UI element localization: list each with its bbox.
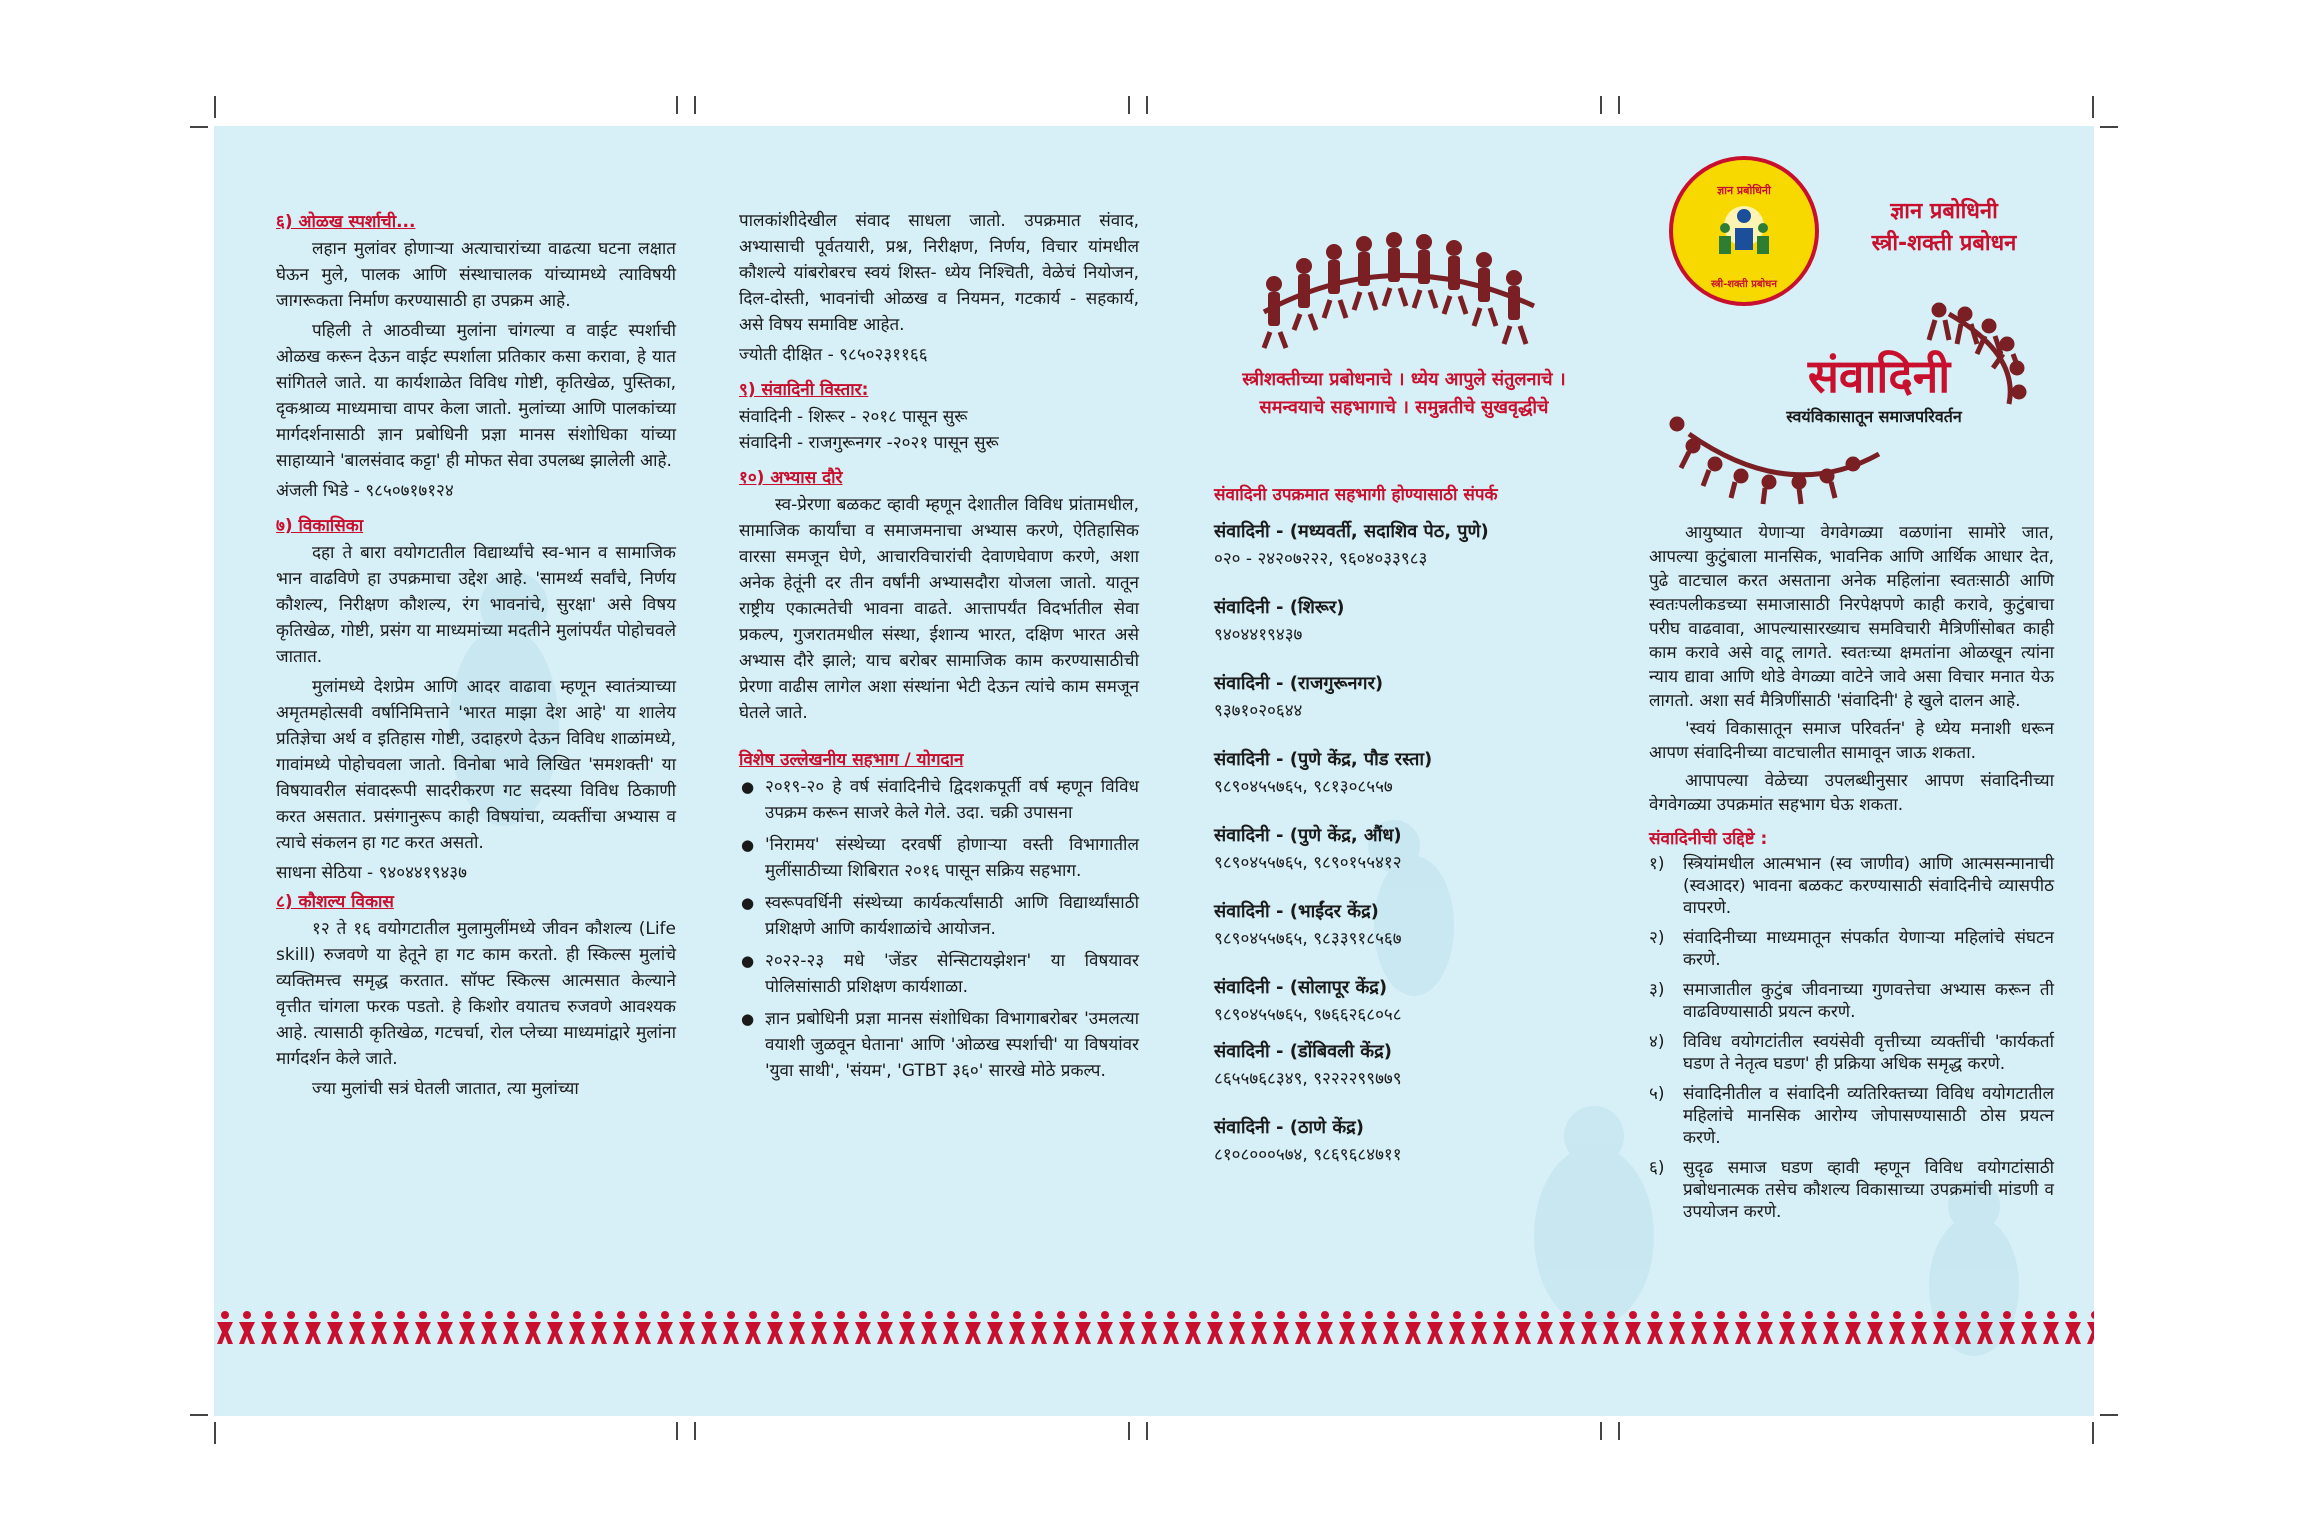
- crop-mark: [214, 1422, 216, 1444]
- contact-name: संवादिनी - (ठाणे केंद्र): [1214, 1117, 1364, 1138]
- list-item: [1649, 853, 2054, 919]
- contact-name: संवादिनी - (डोंबिवली केंद्र): [1214, 1041, 1392, 1062]
- item-number: ५): [1649, 1084, 1665, 1104]
- list-item: [1649, 1031, 2054, 1075]
- fold-mark: [1618, 96, 1620, 114]
- contact-phone: ९८९०४५५७६५, ९७६६२६८०५८: [1214, 1005, 1402, 1025]
- fold-mark: [1600, 96, 1602, 114]
- contact-line: ज्योती दीक्षित - ९८५०२३११६६: [739, 345, 928, 365]
- contact-entry: [1214, 822, 1594, 876]
- brochure-subtitle: स्वयंविकासातून समाजपरिवर्तन: [1786, 407, 1962, 426]
- item-number: ४): [1649, 1032, 1665, 1052]
- branch-line: संवादिनी - शिरूर - २०१८ पासून सुरू: [739, 407, 968, 427]
- logo-arc-text: स्त्री-शक्ती प्रबोधन: [1711, 279, 1777, 290]
- paragraph: ज्या मुलांची सत्रं घेतली जातात, त्या मुलांच्या: [312, 1079, 579, 1099]
- item-text: संवादिनीच्या माध्यमातून संपर्कात येणाऱ्या महिलांचे संघटन करणे.: [1683, 928, 2054, 970]
- item-text: संवादिनीतील व संवादिनी व्यतिरिक्तच्या विविध वयोगटातील महिलांचे मानसिक आरोग्य जोपासण्यासाठी ठोस प्रयत्न करणे.: [1683, 1084, 2054, 1148]
- panel-2: [739, 208, 1139, 1398]
- women-figures-icon: [1709, 198, 1779, 264]
- item-text: स्त्रियांमधील आत्मभान (स्व जाणीव) आणि आत्मसन्मानाची (स्वआदर) भावना बळकट करण्यासाठी संवादिनीचे व्यासपीठ वापरणे.: [1683, 854, 2054, 918]
- contact-entry: [1214, 746, 1594, 800]
- contact-phone: ८६५५७६८३४९, ९२२२२९९७७९: [1214, 1069, 1402, 1089]
- contact-name: संवादिनी - (पुणे केंद्र, औंध): [1214, 825, 1402, 846]
- item-text: समाजातील कुटुंब जीवनाच्या गुणवत्तेचा अभ्यास करून ती वाढविण्यासाठी प्रयत्न करणे.: [1683, 980, 2054, 1022]
- fold-mark: [1128, 96, 1130, 114]
- contacts-heading: संवादिनी उपक्रमात सहभागी होण्यासाठी संपर्क: [1214, 485, 1498, 505]
- contact-phone: ९८९०४५५७६५, ९८३३९१८५६७: [1214, 929, 1402, 949]
- contact-name: संवादिनी - (पुणे केंद्र, पौड रस्ता): [1214, 749, 1433, 770]
- dancing-figures-circle-illustration: [1649, 284, 2054, 524]
- list-item: ● स्वरूपवर्धिनी संस्थेच्या कार्यकर्त्यांसाठी आणि विद्यार्थ्यांसाठी प्रशिक्षणे आणि कार्यशाळांचे आयोजन.: [739, 890, 1139, 942]
- contact-entry: [1214, 898, 1594, 952]
- item-text: सुदृढ समाज घडण व्हावी म्हणून विविध वयोगटांसाठी प्रबोधनात्मक तसेच कौशल्य विकासाच्या उपक्रमांची मांडणी व उपयोजन करणे.: [1683, 1158, 2054, 1222]
- list-item: [1649, 927, 2054, 971]
- crop-mark: [2092, 1422, 2094, 1444]
- fold-mark: [1600, 1422, 1602, 1440]
- contact-name: संवादिनी - (राजगुरूनगर): [1214, 673, 1384, 694]
- contact-phone: ९८९०४५५७६५, ९८१३०८५५७: [1214, 777, 1393, 797]
- crop-mark: [190, 1414, 208, 1416]
- paragraph: आपापल्या वेळेच्या उपलब्धीनुसार आपण संवादिनीच्या वेगवेगळ्या उपक्रमांत सहभाग घेऊ शकता.: [1649, 771, 2054, 815]
- crop-mark: [190, 126, 208, 128]
- crop-mark: [2092, 96, 2094, 118]
- panel-3: [1214, 126, 1594, 1316]
- paragraph: पहिली ते आठवीच्या मुलांना चांगल्या व वाईट स्पर्शाची ओळख करून देऊन वाईट स्पर्शाला प्रतिकार कसा करावा, हे यात सांगितले जाते. या कार्यशाळेत विविध गोष्टी, कृतिखेळ, पुस्तिका, दृकश्राव्य माध्यमाचा वापर केला जातो. मुलांच्या आणि पालकांच्या मार्गदर्शनासाठी ज्ञान प्रबोधिनी प्रज्ञा मानस संशोधिका यांच्या साहाय्याने 'बालसंवाद कट्टा' ही मोफत सेवा उपलब्ध झालेली आहे.: [276, 321, 676, 471]
- section-heading: ९) संवादिनी विस्तार:: [739, 380, 869, 400]
- contact-entry: [1214, 1038, 1594, 1092]
- paragraph: १२ ते १६ वयोगटातील मुलामुलींमध्ये जीवन कौशल्य (Life skill) रुजवणे या हेतूने हा गट काम करतो. ही स्किल्स मुलांचे व्यक्तिमत्त्व समृद्ध करतात. सॉफ्ट स्किल्स आत्मसात केल्याने वृत्तीत चांगला फरक पडतो. हे किशोर वयातच रुजवणे आवश्यक आहे. त्यासाठी कृतिखेळ, गटचर्चा, रोल प्लेच्या माध्यमांद्वारे मुलांना मार्गदर्शन केले जाते.: [276, 919, 676, 1069]
- item-number: ३): [1649, 980, 1665, 1000]
- org-name-line: स्त्री-शक्ती प्रबोधन: [1871, 231, 2017, 256]
- org-name-line: ज्ञान प्रबोधिनी: [1890, 199, 1998, 224]
- footer-figures-border: [214, 1308, 2094, 1346]
- contact-phone: ९४०४४१९४३७: [1214, 625, 1303, 645]
- contact-entry: [1214, 594, 1594, 648]
- list-item: ● ज्ञान प्रबोधिनी प्रज्ञा मानस संशोधिका विभागाबरोबर 'उमलत्या वयाशी जुळवून घेताना' आणि 'ओळख स्पर्शाची' या विषयांवर 'युवा साथी', 'संयम', 'GTBT ३६०' सारखे मोठे प्रकल्प.: [739, 1006, 1139, 1084]
- panel-1: [276, 210, 676, 1400]
- item-number: ६): [1649, 1158, 1665, 1178]
- contribution-list: [739, 774, 1139, 1084]
- section-heading: संवादिनीची उद्दिष्टे :: [1649, 829, 1768, 849]
- intro-section: [1649, 521, 2054, 1231]
- organization-name: [1839, 196, 2049, 260]
- paragraph: लहान मुलांवर होणाऱ्या अत्याचारांच्या वाढत्या घटना लक्षात घेऊन मुले, पालक आणि संस्थाचालक यांच्यामध्ये त्याविषयी जागरूकता निर्माण करण्यासाठी हा उपक्रम आहे.: [276, 239, 676, 311]
- contact-entry: [1214, 1114, 1594, 1168]
- paragraph: पालकांशीदेखील संवाद साधला जातो. उपक्रमात संवाद, अभ्यासाची पूर्वतयारी, प्रश्न, निरीक्षण, निर्णय, विचार यांमधील कौशल्ये यांबरोबरच स्वयं शिस्त- ध्येय निश्चिती, वेळेचं नियोजन, दिल-दोस्ती, भावनांची ओळख व नियमन, गटकार्य - सहकार्य, असे विषय समाविष्ट आहेत.: [739, 211, 1139, 335]
- list-item: ● २०१९-२० हे वर्ष संवादिनीचे द्विदशकपूर्ती वर्ष म्हणून विविध उपक्रम करून साजरे केले गेले. उदा. चक्री उपासना: [739, 774, 1139, 826]
- contact-entry: [1214, 670, 1594, 724]
- tagline-line: समन्वयाचे सहभागाचे । समुन्नतीचे सुखवृद्धीचे: [1259, 397, 1549, 418]
- crop-mark: [2100, 126, 2118, 128]
- paragraph: आयुष्यात येणाऱ्या वेगवेगळ्या वळणांना सामोरे जात, आपल्या कुटुंबाला मानसिक, भावनिक आणि आर्थिक आधार देत, पुढे वाटचाल करत असताना अनेक महिलांना स्वतःसाठी आणि स्वतःपलीकडच्या समाजासाठी निरपेक्षपणे काही करावे, कुटुंबाचा परीघ वाढवावा, आपल्यासारख्याच समविचारी मैत्रिणींसोबत काही काम करावे असे वाटू लागते. स्वतःच्या क्षमतांना ओळखून त्यांना न्याय द्यावा आणि थोडे वेगळ्या वाटेने जावे असा विचार मनात येऊ लागतो. अशा सर्व मैत्रिणींसाठी 'संवादिनी' हे खुले दालन आहे.: [1649, 523, 2054, 711]
- section-heading: ८) कौशल्य विकास: [276, 892, 394, 912]
- fold-mark: [1618, 1422, 1620, 1440]
- contact-line: अंजली भिडे - ९८५०७१७१२४: [276, 481, 454, 501]
- contact-entry: [1214, 518, 1594, 572]
- tagline-line: स्त्रीशक्तीच्या प्रबोधनाचे । ध्येय आपुले संतुलनाचे ।: [1242, 369, 1566, 390]
- item-text: विविध वयोगटांतील स्वयंसेवी वृत्तीच्या व्यक्तींची 'कार्यकर्ता घडण ते नेतृत्व घडण' ही प्रक्रिया अधिक समृद्ध करणे.: [1683, 1032, 2054, 1074]
- branch-line: संवादिनी - राजगुरूनगर -२०२१ पासून सुरू: [739, 433, 999, 453]
- dancing-figures-arc-illustration: [1254, 222, 1554, 352]
- contact-line: साधना सेठिया - ९४०४४१९४३७: [276, 863, 467, 883]
- brochure-title: संवादिनी: [1807, 349, 1951, 403]
- list-item: [1649, 1157, 2054, 1223]
- contact-phone: ८१०८०००५७४, ९८६९६८४७११: [1214, 1145, 1402, 1165]
- fold-mark: [676, 1422, 678, 1440]
- item-number: २): [1649, 928, 1665, 948]
- objectives-list: [1649, 853, 2054, 1223]
- list-item: ● 'निरामय' संस्थेच्या दरवर्षी होणाऱ्या वस्ती विभागातील मुलींसाठीच्या शिबिरात २०१६ पासून सक्रिय सहभाग.: [739, 832, 1139, 884]
- crop-mark: [2100, 1414, 2118, 1416]
- fold-mark: [1128, 1422, 1130, 1440]
- contact-phone: ९३७१०२०६४४: [1214, 701, 1303, 721]
- item-number: १): [1649, 854, 1665, 874]
- paragraph: दहा ते बारा वयोगटातील विद्यार्थ्यांचे स्व-भान व सामाजिक भान वाढविणे हा उपक्रमाचा उद्देश आहे. 'सामर्थ्य सर्वांचे, निर्णय कौशल्य, निरीक्षण कौशल्य, रंग भावनांचे, सुरक्षा' असे विषय कृतिखेळ, गोष्टी, प्रसंग या माध्यमांच्या मदतीने मुलांपर्यंत पोहोचवले जातात.: [276, 543, 676, 667]
- section-heading: ६) ओळख स्पर्शाची...: [276, 212, 416, 232]
- tagline-block: [1214, 366, 1594, 422]
- brochure-sheet: [214, 126, 2094, 1416]
- fold-mark: [694, 1422, 696, 1440]
- fold-mark: [1146, 96, 1148, 114]
- paragraph: स्व-प्रेरणा बळकट व्हावी म्हणून देशातील विविध प्रांतामधील, सामाजिक कार्यांचा व समाजमनाचा अभ्यास करणे, ऐतिहासिक वारसा समजून घेणे, आचारविचारांची देवाणघेवाण करणे, अशा अनेक हेतूंनी दर तीन वर्षांनी अभ्यासदौरा योजला जातो. यातून राष्ट्रीय एकात्मतेची भावना वाढते. आत्तापर्यंत विदर्भातील सेवा प्रकल्प, गुजरातमधील संस्था, ईशान्य भारत, दक्षिण भारत असे अभ्यास दौरे झाले; याच बरोबर सामाजिक काम करण्यासाठीची प्रेरणा वाढीस लागेल अशा संस्थांना भेटी देऊन त्यांचे काम समजून घेतले जाते.: [739, 495, 1139, 723]
- contact-name: संवादिनी - (मध्यवर्ती, सदाशिव पेठ, पुणे): [1214, 521, 1489, 542]
- paragraph: 'स्वयं विकासातून समाज परिवर्तन' हे ध्येय मनाशी धरून आपण संवादिनीच्या वाटचालीत सामावून जाऊ शकता.: [1649, 719, 2054, 763]
- contacts-section: [1214, 482, 1594, 1190]
- list-item: [1649, 979, 2054, 1023]
- section-heading: १०) अभ्यास दौरे: [739, 468, 843, 488]
- contact-phone: ०२० - २४२०७२२२, ९६०४०३३९८३: [1214, 549, 1428, 569]
- crop-mark: [214, 96, 216, 118]
- contact-entry: [1214, 974, 1594, 1028]
- section-heading: विशेष उल्लेखनीय सहभाग / योगदान: [739, 750, 964, 770]
- contact-phone: ९८९०४५५७६५, ९८९०१५५४१२: [1214, 853, 1402, 873]
- fold-mark: [1146, 1422, 1148, 1440]
- contact-name: संवादिनी - (सोलापूर केंद्र): [1214, 977, 1388, 998]
- fold-mark: [676, 96, 678, 114]
- fold-mark: [694, 96, 696, 114]
- list-item: ● २०२२-२३ मधे 'जेंडर सेन्सिटायझेशन' या विषयावर पोलिसांसाठी प्रशिक्षण कार्यशाळा.: [739, 948, 1139, 1000]
- contact-name: संवादिनी - (शिरूर): [1214, 597, 1345, 618]
- contact-name: संवादिनी - (भाईंदर केंद्र): [1214, 901, 1379, 922]
- section-heading: ७) विकासिका: [276, 516, 364, 536]
- logo-arc-text: ज्ञान प्रबोधिनी: [1717, 184, 1771, 197]
- paragraph: मुलांमध्ये देशप्रेम आणि आदर वाढावा म्हणून स्वातंत्र्याच्या अमृतमहोत्सवी वर्षानिमित्ताने 'भारत माझा देश आहे' या शालेय प्रतिज्ञेचा अर्थ व इतिहास गोष्टी, उदाहरणे देऊन विविध शाळांमध्ये, गावांमध्ये पोहोचवला जातो. विनोबा भावे लिखित 'समशक्ती' या विषयावरील संवादरूपी सादरीकरण गट सदस्या विविध ठिकाणी करत असतात. प्रसंगानुरूप काही विषयांचा, व्यक्तींचा अभ्यास व त्याचे संकलन हा गट करत असतो.: [276, 677, 676, 853]
- list-item: [1649, 1083, 2054, 1149]
- panel-4-cover: [1649, 126, 2054, 1316]
